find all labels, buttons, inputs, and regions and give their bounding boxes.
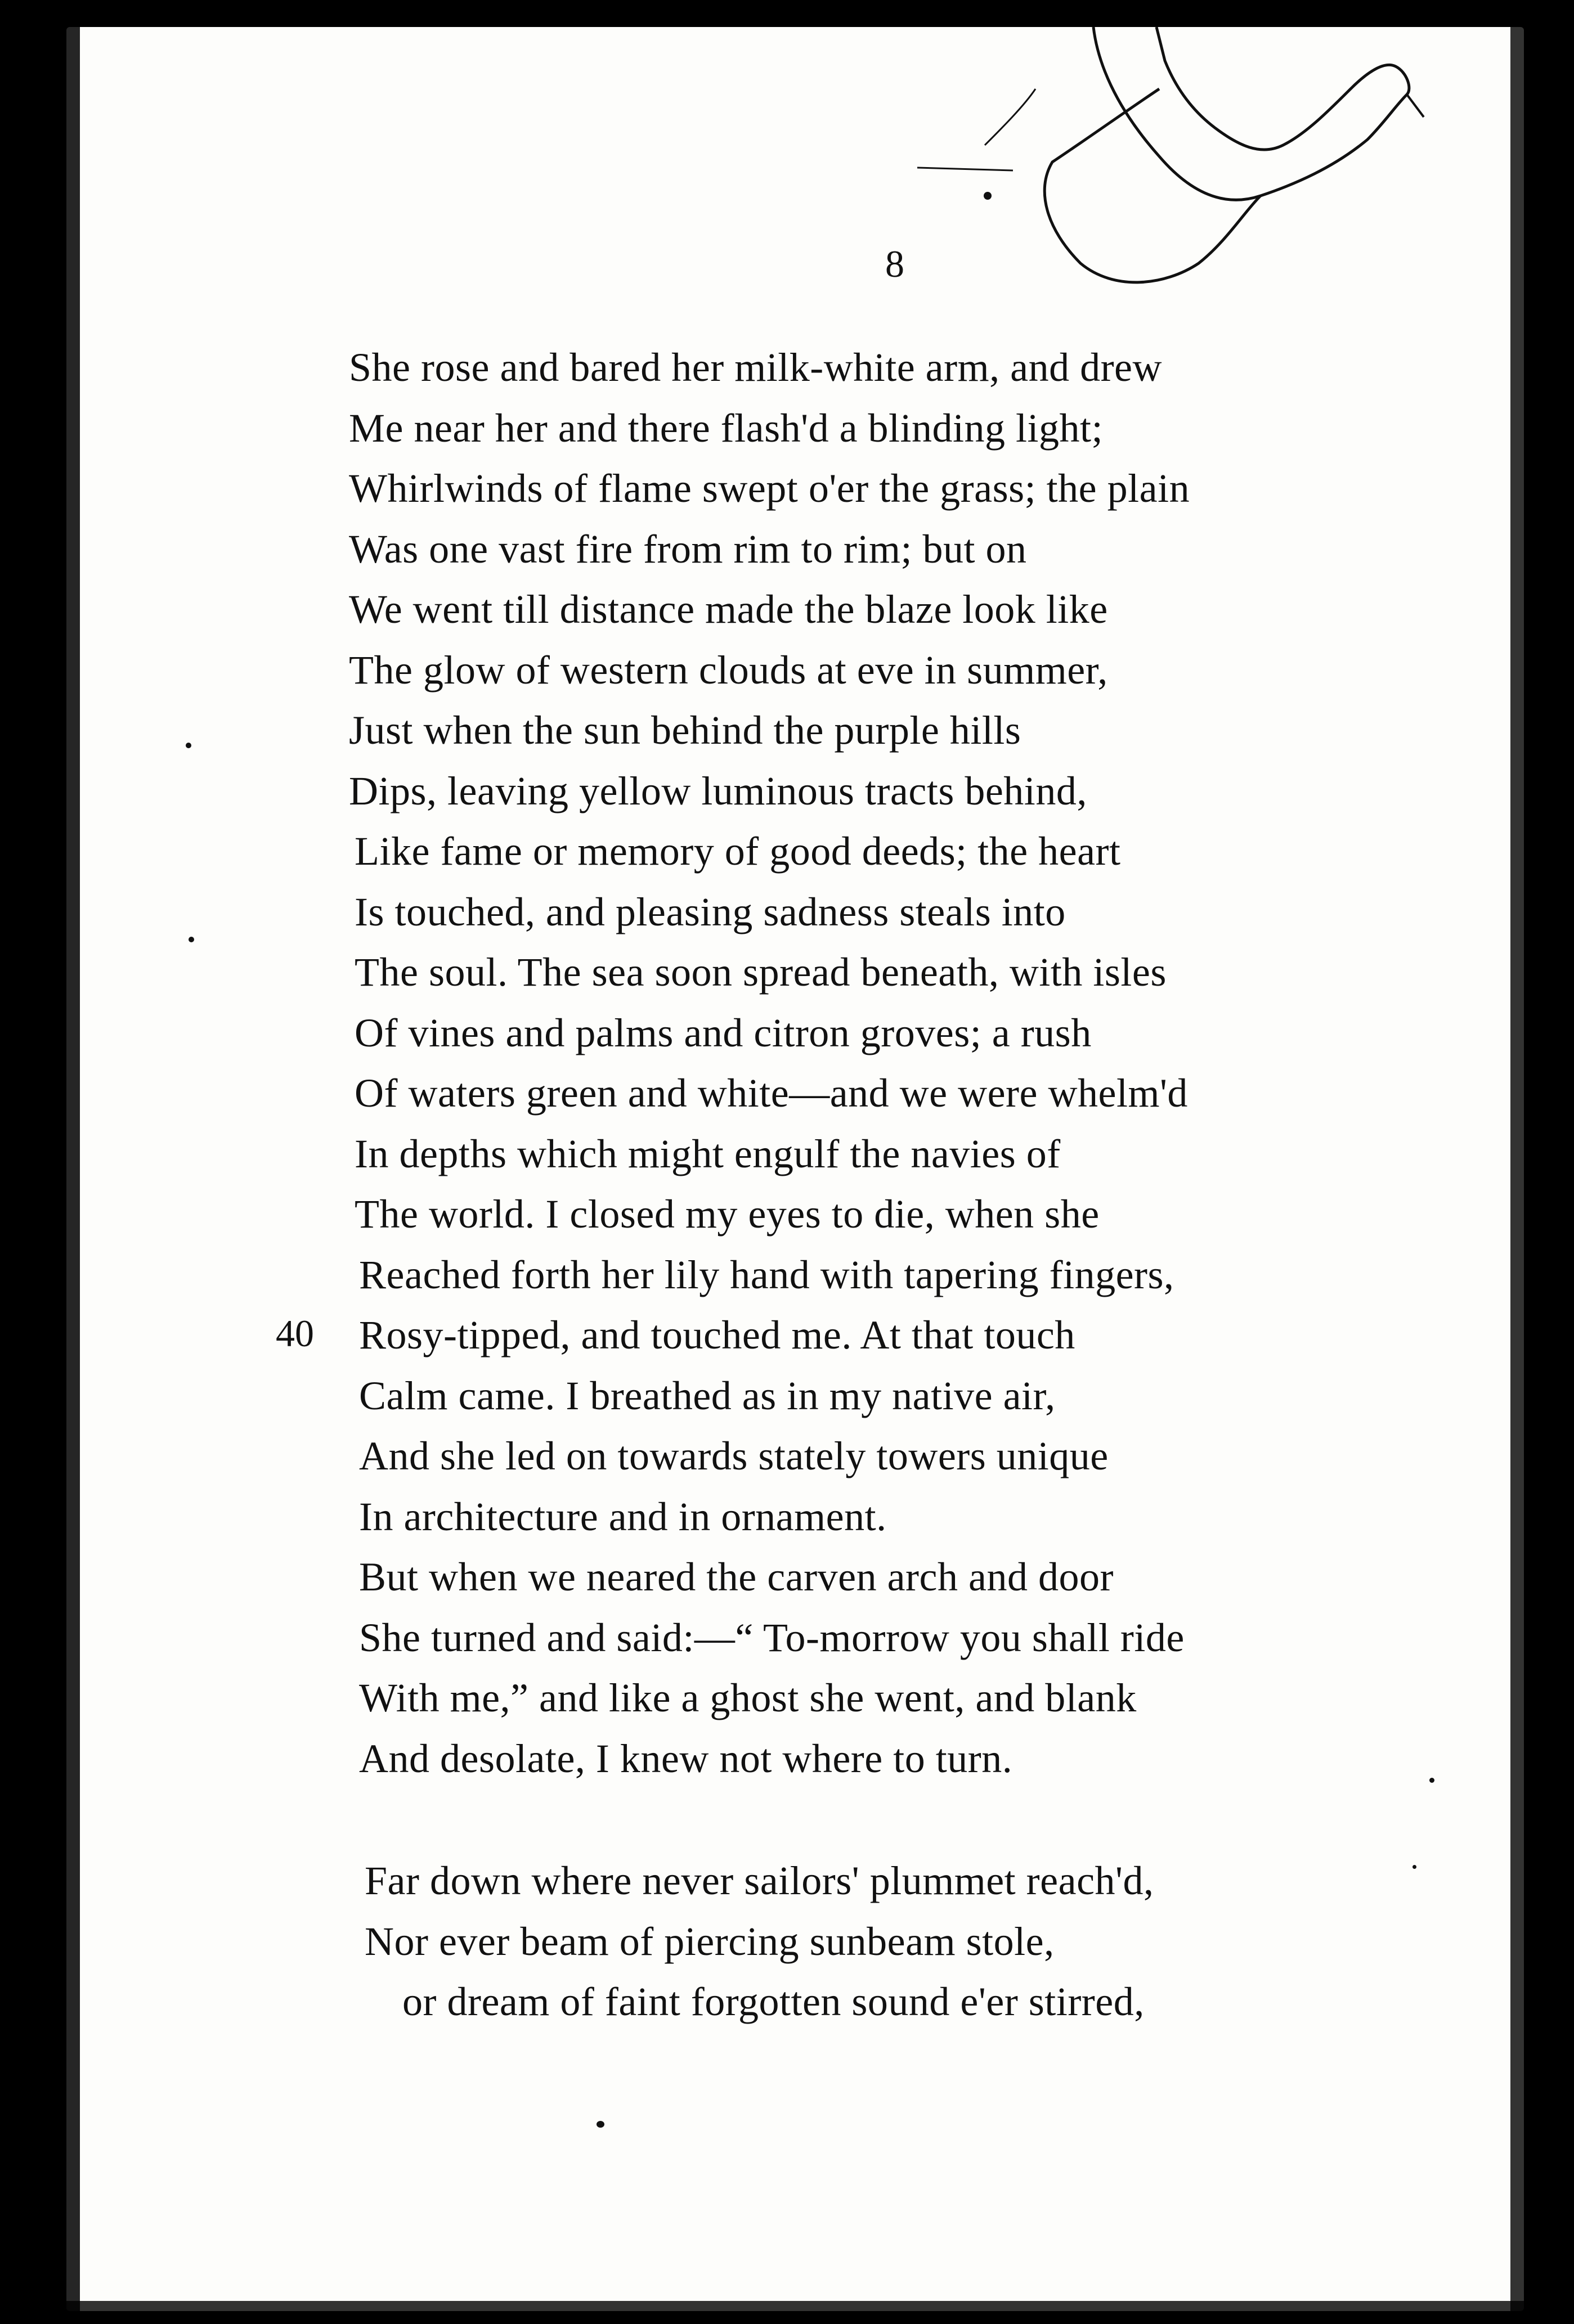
ink-speck bbox=[597, 2121, 604, 2128]
poem-line: Just when the sun behind the purple hills bbox=[349, 708, 1021, 753]
poem-line: Is touched, and pleasing sadness steals into bbox=[355, 889, 1066, 934]
stanza-break bbox=[349, 1789, 1418, 1851]
poem-line: Was one vast fire from rim to rim; but on bbox=[349, 526, 1027, 572]
poem-line: Calm came. I breathed as in my native air, bbox=[359, 1373, 1056, 1418]
poem-line: She rose and bared her milk-white arm, and drew bbox=[349, 345, 1163, 390]
poem-line: She turned and said:—“ To-morrow you shall ride bbox=[359, 1615, 1185, 1660]
poem-line: Of vines and palms and citron groves; a rush bbox=[355, 1010, 1092, 1055]
poem-line: But when we neared the carven arch and door bbox=[359, 1554, 1114, 1599]
poem-line: Dips, leaving yellow luminous tracts behind, bbox=[349, 768, 1087, 813]
poem-line: In architecture and in ornament. bbox=[359, 1494, 887, 1539]
poem-line: The glow of western clouds at eve in summer, bbox=[349, 647, 1108, 693]
poem-line: Me near her and there flash'd a blinding light; bbox=[349, 405, 1104, 451]
bottom-scan-edge bbox=[66, 2301, 1524, 2311]
ink-speck bbox=[1412, 1865, 1416, 1869]
poem-line: Whirlwinds of flame swept o'er the grass; the plain bbox=[349, 466, 1190, 511]
poem-line: With me,” and like a ghost she went, and blank bbox=[359, 1675, 1137, 1720]
poem-line: The soul. The sea soon spread beneath, with isles bbox=[355, 950, 1167, 995]
poem-line: Rosy-tipped, and touched me. At that touch bbox=[359, 1312, 1075, 1357]
poem-line: Far down where never sailors' plummet reach'd, bbox=[365, 1858, 1154, 1903]
right-scan-edge bbox=[1510, 27, 1525, 2311]
poem-line: We went till distance made the blaze look like bbox=[349, 587, 1108, 632]
ink-speck bbox=[186, 743, 191, 748]
poem-line: Nor ever beam of piercing sunbeam stole, bbox=[365, 1918, 1055, 1964]
poem-line: In depths which might engulf the navies of bbox=[355, 1131, 1061, 1176]
poem-line: Reached forth her lily hand with tapering fingers, bbox=[359, 1252, 1174, 1297]
poem-line: The world. I closed my eyes to die, when she bbox=[355, 1192, 1100, 1237]
left-scan-edge bbox=[66, 27, 80, 2311]
ink-speck bbox=[1429, 1778, 1434, 1783]
poem-text bbox=[349, 338, 1418, 2033]
ink-speck bbox=[189, 937, 194, 942]
poem-line: And she led on towards stately towers unique bbox=[359, 1433, 1109, 1478]
poem-line: And desolate, I knew not where to turn. bbox=[359, 1736, 1013, 1781]
margin-doodle bbox=[900, 27, 1435, 297]
poem-line: Of waters green and white—and we were whelm'd bbox=[355, 1071, 1188, 1116]
poem-line: or dream of faint forgotten sound e'er stirred, bbox=[402, 1979, 1145, 2024]
line-number-marker: 40 bbox=[276, 1312, 314, 1355]
page-number: 8 bbox=[885, 242, 904, 285]
poem-line: Like fame or memory of good deeds; the heart bbox=[355, 829, 1121, 874]
